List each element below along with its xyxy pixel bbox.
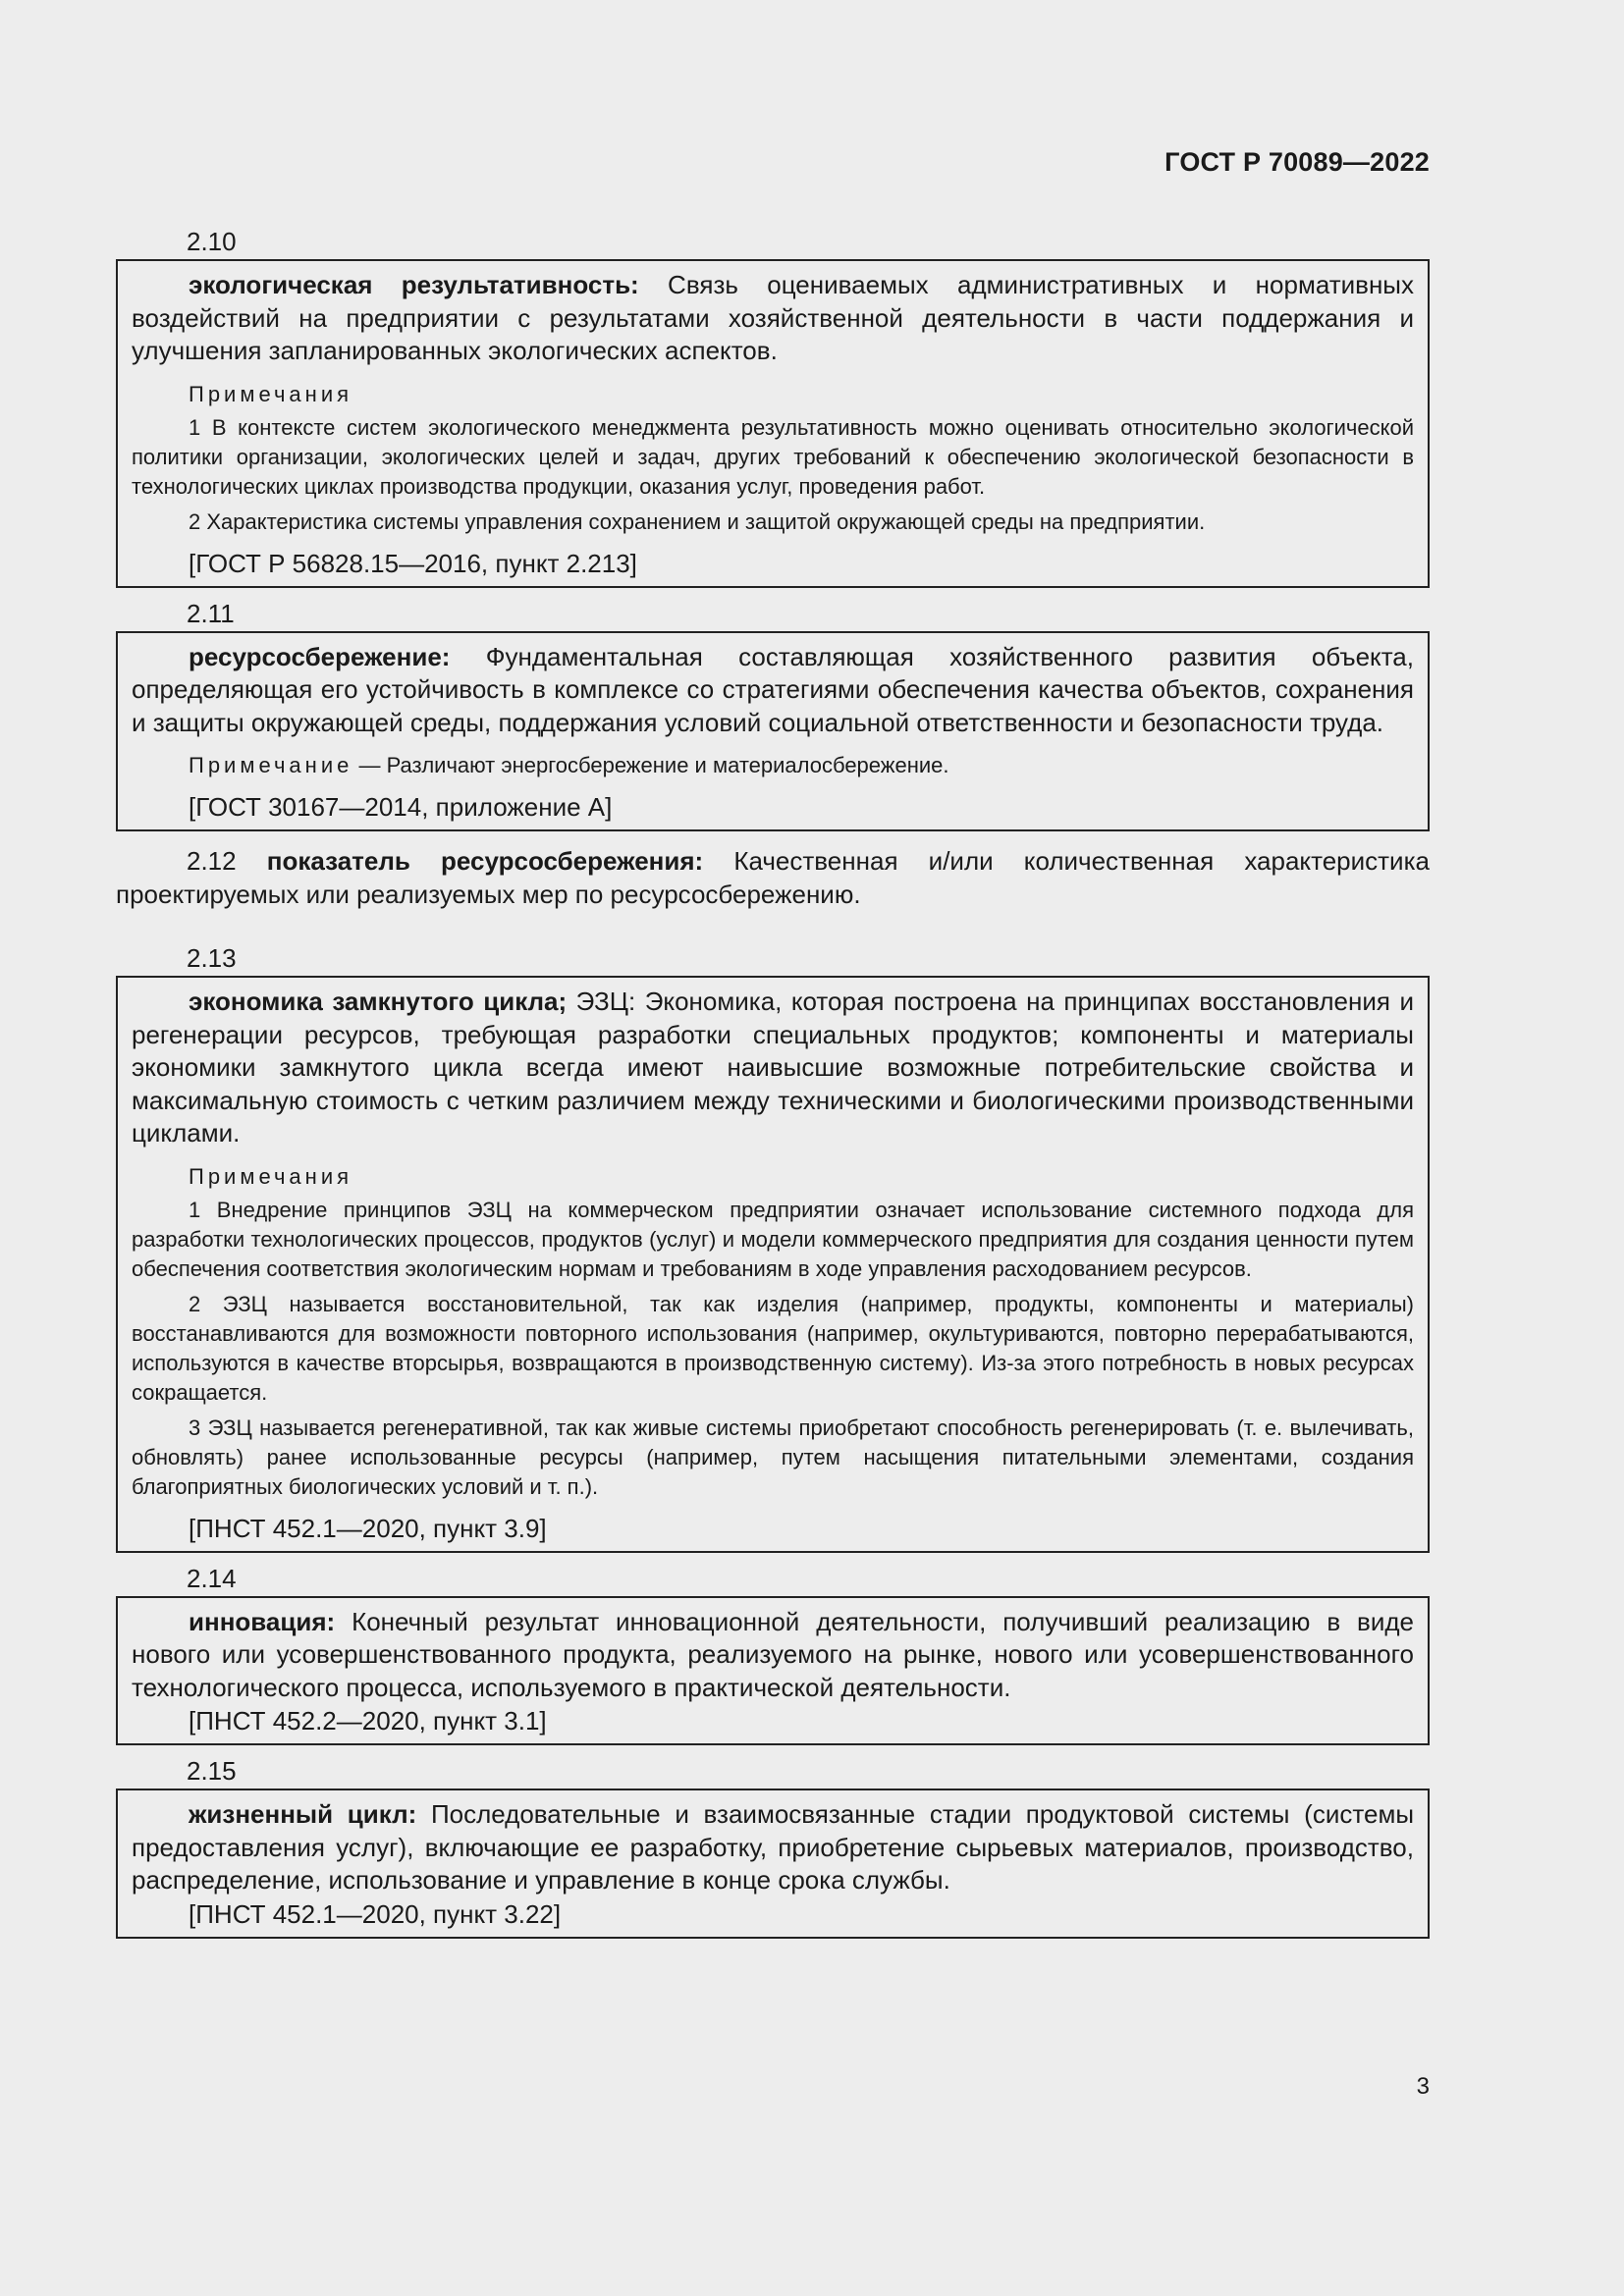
definition-text: Связь оцениваемых административных и нормативных воздействий на предприятии с результатами хозяйственной деятельности в части поддержания и улучшения запланированных экологических аспектов. [132, 270, 1414, 365]
notes-heading: Примечания [189, 1163, 353, 1189]
term-source: [ГОСТ 30167—2014, приложение А] [189, 792, 613, 822]
term-name: экономика замкнутого цикла; [189, 987, 568, 1016]
notes-heading: Примечания [189, 381, 353, 406]
note-label: Примечание [189, 753, 353, 777]
term-box-2-14 [116, 1596, 1430, 1746]
term-number-2-14: 2.14 [187, 1563, 237, 1593]
term-name: показатель ресурсосбережения: [266, 846, 704, 876]
note-item: 2 ЭЗЦ называется восстановительной, так как изделия (например, продукты, компоненты и материалы) восстанавливаются для возможности повторного использования (например, окультуриваются, повторно перерабатываются, используются в качестве вторсырья, возвращаются в производственную систему). Из-за этого потребность в новых ресурсах сокращается. [132, 1291, 1414, 1405]
term-definition-2-15 [132, 1798, 1414, 1897]
note-item: 2 Характеристика системы управления сохранением и защитой окружающей среды на предприятии. [189, 508, 1206, 534]
term-source: [ПНСТ 452.2—2020, пункт 3.1] [189, 1706, 547, 1735]
note-item [132, 751, 1414, 780]
term-name: инновация: [189, 1606, 336, 1636]
term-name: экологическая результативность: [189, 270, 639, 299]
term-number-2-10: 2.10 [187, 227, 237, 256]
term-box-2-10 [116, 259, 1430, 588]
term-name: жизненный цикл: [189, 1799, 417, 1829]
definition-text: Конечный результат инновационной деятельности, получивший реализацию в виде нового или усовершенствованного продукта, реализуемого на рынке, нового или усовершенствованного технологического процесса, используемого в практической деятельности. [132, 1606, 1414, 1702]
definition-text: Качественная и/или количественная характеристика проектируемых или реализуемых мер по ресурсосбережению. [116, 846, 1430, 909]
term-definition-2-14 [132, 1606, 1414, 1705]
definition-text: Последовательные и взаимосвязанные стадии продуктовой системы (системы предоставления услуг), включающие ее разработку, приобретение сырьевых материалов, производство, распределение, использование и управление в конце срока службы. [132, 1799, 1415, 1895]
term-box-2-11 [116, 631, 1430, 832]
term-definition-2-10 [132, 269, 1414, 368]
term-source: [ГОСТ Р 56828.15—2016, пункт 2.213] [189, 548, 637, 578]
term-box-2-15 [116, 1789, 1430, 1939]
page-number: 3 [1416, 2073, 1430, 2100]
term-number-2-13: 2.13 [187, 943, 237, 973]
definition-text: Фундаментальная составляющая хозяйственного развития объекта, определяющая его устойчивость в комплексе со стратегиями обеспечения качества объектов, сохранения и защиты окружающей среды, поддержания условий социальной ответственности и безопасности труда. [132, 641, 1414, 737]
term-definition-2-13 [132, 986, 1414, 1150]
note-text: — Различают энергосбережение и материалосбережение. [352, 753, 949, 777]
term-definition-2-12 [116, 845, 1430, 911]
note-item: 3 ЭЗЦ называется регенеративной, так как живые системы приобретают способность регенерировать (т. е. вылечивать, обновлять) ранее использованные ресурсы (например, путем насыщения питательными элементами, создания благоприятных биологических условий и т. п.). [132, 1415, 1414, 1499]
term-number-2-15: 2.15 [187, 1756, 237, 1786]
document-body [116, 224, 1430, 1947]
note-item: 1 В контексте систем экологического менеджмента результативность можно оценивать относительно экологической политики организации, экологических целей и задач, других требований к обеспечению экологической безопасности в технологических циклах производства продукции, оказания услуг, проведения работ. [132, 414, 1414, 499]
term-definition-2-11 [132, 641, 1414, 740]
term-name: ресурсосбережение: [189, 641, 451, 671]
term-source: [ПНСТ 452.1—2020, пункт 3.22] [189, 1898, 562, 1929]
note-item: 1 Внедрение принципов ЭЗЦ на коммерческом предприятии означает использование системного подхода для разработки технологических процессов, продуктов (услуг) и модели коммерческого предприятия для создания ценности путем обеспечения соответствия экологическим нормам и требованиям в ходе управления расходованием ресурсов. [132, 1197, 1414, 1281]
term-number-2-11: 2.11 [187, 598, 235, 628]
document-header: ГОСТ Р 70089—2022 [1164, 147, 1430, 177]
term-number-2-12: 2.12 [187, 846, 237, 876]
term-source: [ПНСТ 452.1—2020, пункт 3.9] [189, 1513, 547, 1543]
definition-text: ЭЗЦ: Экономика, которая построена на принципах восстановления и регенерации ресурсов, требующая разработки специальных продуктов; компоненты и материалы экономики замкнутого цикла всегда имеют наивысшие возможные потребительские свойства и максимальную стоимость с четким различием между техническими и биологическими производственными циклами. [132, 987, 1414, 1148]
term-box-2-13 [116, 976, 1430, 1553]
